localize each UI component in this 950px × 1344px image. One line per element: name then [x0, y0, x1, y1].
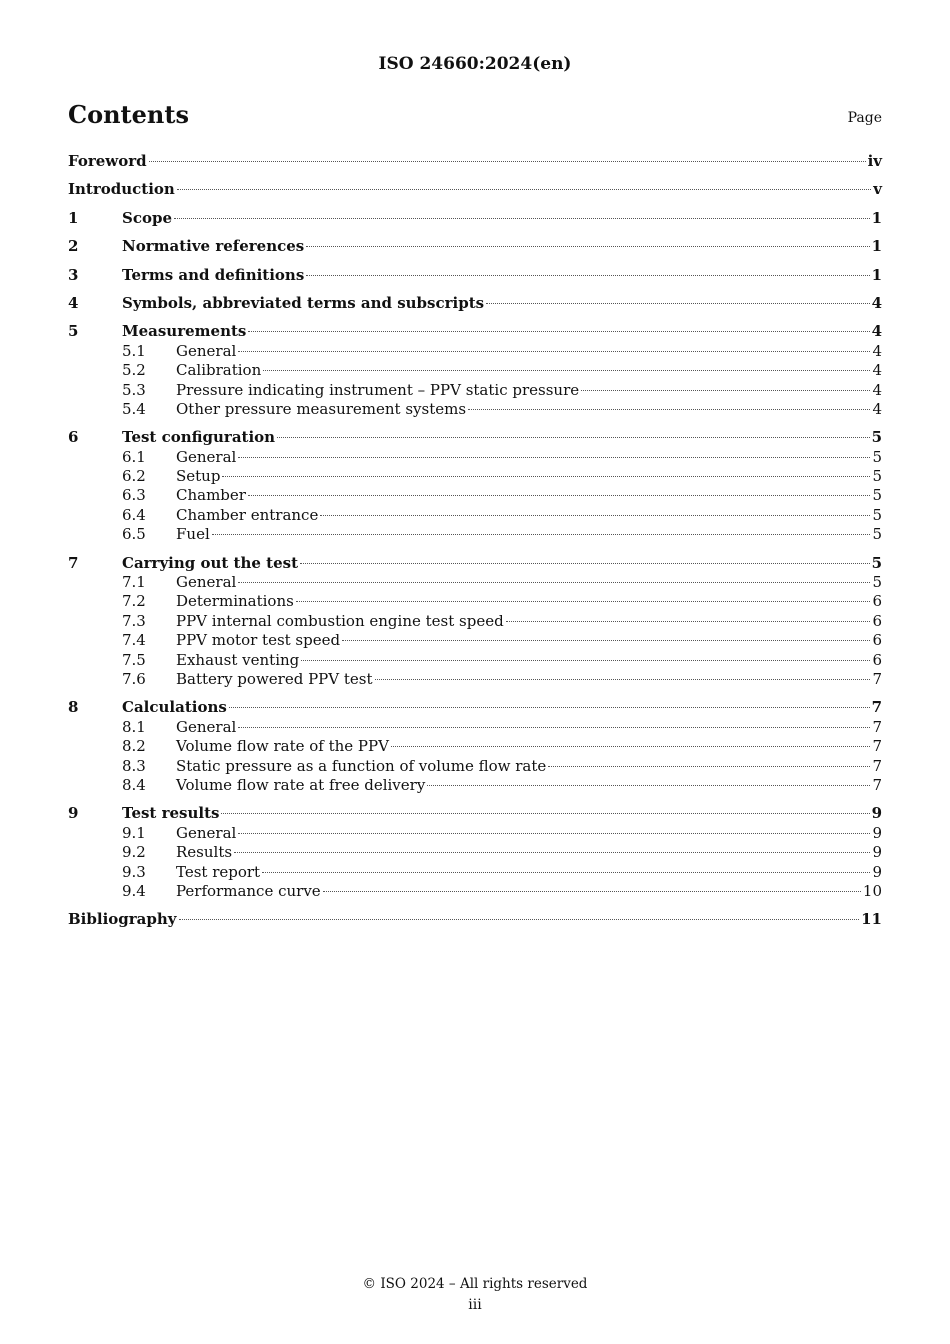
dot-leader: [375, 678, 871, 680]
toc-entry-page: 5: [872, 573, 882, 592]
toc-entry-title: PPV motor test speed: [176, 631, 341, 650]
toc-subclause-entry[interactable]: [68, 486, 882, 505]
toc-entry-page: 4: [872, 341, 882, 360]
toc-entry-number: 7.2: [122, 592, 146, 611]
toc-subclause-entry[interactable]: [68, 400, 882, 419]
toc-subclause-entry[interactable]: [68, 843, 882, 862]
toc-entry-title: Chamber: [176, 486, 246, 505]
toc-subclause-entry[interactable]: [68, 525, 882, 544]
toc-clause-entry[interactable]: [68, 427, 882, 447]
dot-leader: [277, 436, 869, 438]
toc-entry-number: 7.5: [122, 650, 146, 669]
toc-clause-entry[interactable]: [68, 236, 882, 256]
toc-subclause-entry[interactable]: [68, 670, 882, 689]
toc-entry-title: Pressure indicating instrument – PPV static pressure: [176, 380, 580, 399]
toc-entry-title: Static pressure as a function of volume flow rate: [176, 756, 547, 775]
toc-entry-page: 5: [871, 428, 882, 447]
toc-subclause-entry[interactable]: [68, 863, 882, 882]
toc-entry-title: Foreword: [68, 152, 147, 170]
dot-leader: [342, 639, 870, 641]
copyright-notice: © ISO 2024 – All rights reserved: [362, 1276, 588, 1292]
toc-subclause-entry[interactable]: [68, 776, 882, 795]
dot-leader: [248, 494, 870, 496]
dot-leader: [221, 812, 869, 814]
toc-clause-entry[interactable]: [68, 909, 882, 929]
toc-entry-number: 6.5: [122, 525, 146, 544]
toc-subclause-entry[interactable]: [68, 361, 882, 380]
toc-entry-number: 6.1: [122, 447, 146, 466]
document-id-header: ISO 24660:2024(en): [378, 54, 572, 74]
toc-entry-title: Test configuration: [122, 428, 276, 447]
toc-entry-title: Calculations: [122, 698, 227, 717]
dot-leader: [238, 832, 870, 834]
toc-entry-number: 9.1: [122, 823, 146, 842]
toc-entry-title: Chamber entrance: [176, 505, 319, 524]
toc-entry-number: 3: [68, 265, 79, 284]
toc-entry-number: 9.3: [122, 862, 146, 881]
toc-subclause-entry[interactable]: [68, 737, 882, 756]
dot-leader: [229, 706, 870, 708]
toc-clause-entry[interactable]: [68, 151, 882, 171]
toc-entry-page: 6: [872, 631, 882, 650]
toc-entry-title: Other pressure measurement systems: [176, 399, 467, 418]
dot-leader: [212, 533, 871, 535]
toc-entry-title: General: [176, 823, 237, 842]
toc-entry-title: Test report: [176, 862, 261, 881]
dot-leader: [306, 245, 869, 247]
toc-entry-page: 4: [872, 380, 882, 399]
toc-entry-title: General: [176, 447, 237, 466]
toc-entry-title: Setup: [176, 467, 221, 486]
toc-entry-page: 9: [872, 843, 882, 862]
toc-entry-title: Test results: [122, 804, 220, 823]
toc-entry-title: Exhaust venting: [176, 650, 300, 669]
toc-subclause-entry[interactable]: [68, 824, 882, 843]
dot-leader: [179, 918, 860, 920]
toc-entry-number: 7: [68, 553, 79, 572]
toc-entry-title: PPV internal combustion engine test speed: [176, 611, 504, 630]
toc-entry-title: Performance curve: [176, 881, 321, 900]
toc-entry-number: 7.3: [122, 611, 146, 630]
dot-leader: [486, 302, 869, 304]
dot-leader: [238, 726, 870, 728]
toc-entry-page: 9: [872, 862, 882, 881]
page-number: iii: [468, 1297, 482, 1313]
toc-entry-title: Introduction: [68, 180, 175, 199]
page-column-label: Page: [847, 110, 882, 126]
dot-leader: [234, 851, 870, 853]
toc-entry-title: Measurements: [122, 322, 247, 341]
toc-entry-number: 2: [68, 237, 79, 256]
dot-leader: [149, 160, 866, 162]
toc-clause-entry[interactable]: [68, 179, 882, 199]
dot-leader: [548, 765, 870, 767]
toc-entry-title: Results: [176, 843, 233, 862]
toc-subclause-entry[interactable]: [68, 448, 882, 467]
dot-leader: [238, 456, 870, 458]
toc-entry-title: Volume flow rate at free delivery: [176, 775, 426, 794]
toc-entry-page: 4: [871, 322, 882, 341]
dot-leader: [306, 274, 869, 276]
dot-leader: [296, 600, 871, 602]
toc-entry-number: 7.4: [122, 631, 146, 650]
toc-entry-page: 1: [871, 265, 882, 284]
toc-entry-page: 9: [872, 823, 882, 842]
toc-subclause-entry[interactable]: [68, 757, 882, 776]
toc-entry-page: 4: [872, 399, 882, 418]
toc-entry-number: 8.3: [122, 756, 146, 775]
toc-entry-number: 8.2: [122, 737, 146, 756]
toc-entry-title: Symbols, abbreviated terms and subscripts: [122, 293, 485, 312]
toc-subclause-entry[interactable]: [68, 342, 882, 361]
toc-entry-number: 1: [68, 208, 79, 227]
toc-entry-title: Battery powered PPV test: [176, 669, 373, 688]
toc-entry-page: 9: [871, 804, 882, 823]
toc-entry-title: General: [176, 573, 237, 592]
toc-entry-page: 5: [872, 486, 882, 505]
toc-entry-number: 8.4: [122, 775, 146, 794]
toc-entry-page: v: [873, 180, 882, 199]
toc-entry-page: 6: [872, 650, 882, 669]
toc-entry-page: 7: [871, 698, 882, 717]
toc-entry-page: 4: [872, 361, 882, 380]
toc-entry-title: Volume flow rate of the PPV: [176, 737, 389, 756]
toc-entry-number: 5.1: [122, 341, 146, 360]
dot-leader: [238, 581, 870, 583]
toc-clause-entry[interactable]: [68, 697, 882, 717]
dot-leader: [263, 369, 870, 371]
toc-entry-number: 6.3: [122, 486, 146, 505]
toc-entry-page: 4: [871, 293, 882, 312]
dot-leader: [177, 188, 871, 190]
toc-entry-title: Bibliography: [68, 910, 177, 929]
toc-entry-page: 10: [862, 881, 882, 900]
toc-entry-page: 5: [872, 467, 882, 486]
toc-entry-title: Normative references: [122, 237, 305, 256]
toc-clause-entry[interactable]: [68, 803, 882, 823]
dot-leader: [300, 562, 870, 564]
toc-entry-number: 5: [68, 322, 79, 341]
toc-entry-page: 7: [872, 756, 882, 775]
toc-entry-number: 5.4: [122, 399, 146, 418]
toc-subclause-entry[interactable]: [68, 573, 882, 592]
toc-entry-number: 5.3: [122, 380, 146, 399]
toc-entry-number: 9: [68, 804, 79, 823]
toc-entry-page: 7: [872, 775, 882, 794]
toc-entry-title: Calibration: [176, 361, 262, 380]
toc-entry-page: 7: [872, 669, 882, 688]
toc-entry-title: General: [176, 341, 237, 360]
toc-entry-title: General: [176, 717, 237, 736]
toc-clause-entry[interactable]: [68, 293, 882, 313]
toc-subclause-entry[interactable]: [68, 882, 882, 901]
dot-leader: [248, 330, 869, 332]
toc-subclause-entry[interactable]: [68, 718, 882, 737]
toc-subclause-entry[interactable]: [68, 631, 882, 650]
toc-entry-number: 8.1: [122, 717, 146, 736]
toc-entry-page: 7: [872, 717, 882, 736]
toc-clause-entry[interactable]: [68, 208, 882, 228]
toc-entry-page: 5: [872, 525, 882, 544]
dot-leader: [301, 659, 870, 661]
toc-entry-page: iv: [867, 152, 882, 170]
toc-entry-number: 7.1: [122, 573, 146, 592]
toc-clause-entry[interactable]: [68, 265, 882, 285]
toc-entry-page: 5: [871, 553, 882, 572]
dot-leader: [506, 620, 871, 622]
toc-entry-number: 8: [68, 698, 79, 717]
dot-leader: [222, 475, 870, 477]
toc-entry-page: 1: [871, 208, 882, 227]
dot-leader: [238, 350, 870, 352]
dot-leader: [581, 389, 870, 391]
toc-clause-entry[interactable]: [68, 553, 882, 573]
toc-entry-page: 6: [872, 592, 882, 611]
toc-entry-page: 6: [872, 611, 882, 630]
contents-title: Contents: [68, 100, 189, 129]
dot-leader: [320, 514, 870, 516]
toc-entry-page: 5: [872, 505, 882, 524]
dot-leader: [391, 745, 871, 747]
dot-leader: [468, 408, 870, 410]
toc-subclause-entry[interactable]: [68, 467, 882, 486]
toc-entry-number: 5.2: [122, 361, 146, 380]
toc-entry-page: 11: [861, 910, 882, 929]
toc-subclause-entry[interactable]: [68, 651, 882, 670]
toc-entry-page: 7: [872, 737, 882, 756]
toc-subclause-entry[interactable]: [68, 506, 882, 525]
toc-entry-title: Carrying out the test: [122, 553, 299, 572]
toc-entry-number: 4: [68, 293, 79, 312]
toc-entry-title: Terms and definitions: [122, 265, 305, 284]
toc-entry-number: 6.4: [122, 505, 146, 524]
toc-entry-page: 5: [872, 447, 882, 466]
toc-entry-title: Fuel: [176, 525, 210, 544]
toc-clause-entry[interactable]: [68, 321, 882, 341]
toc-entry-number: 7.6: [122, 669, 146, 688]
table-of-contents: [68, 151, 882, 930]
toc-entry-title: Determinations: [176, 592, 294, 611]
toc-entry-number: 9.2: [122, 843, 146, 862]
dot-leader: [174, 217, 870, 219]
dot-leader: [262, 871, 870, 873]
toc-subclause-entry[interactable]: [68, 381, 882, 400]
toc-entry-title: Scope: [122, 208, 173, 227]
toc-entry-number: 9.4: [122, 881, 146, 900]
toc-subclause-entry[interactable]: [68, 612, 882, 631]
dot-leader: [323, 890, 861, 892]
toc-entry-number: 6: [68, 428, 79, 447]
dot-leader: [427, 784, 870, 786]
toc-entry-page: 1: [871, 237, 882, 256]
toc-subclause-entry[interactable]: [68, 592, 882, 611]
toc-entry-number: 6.2: [122, 467, 146, 486]
